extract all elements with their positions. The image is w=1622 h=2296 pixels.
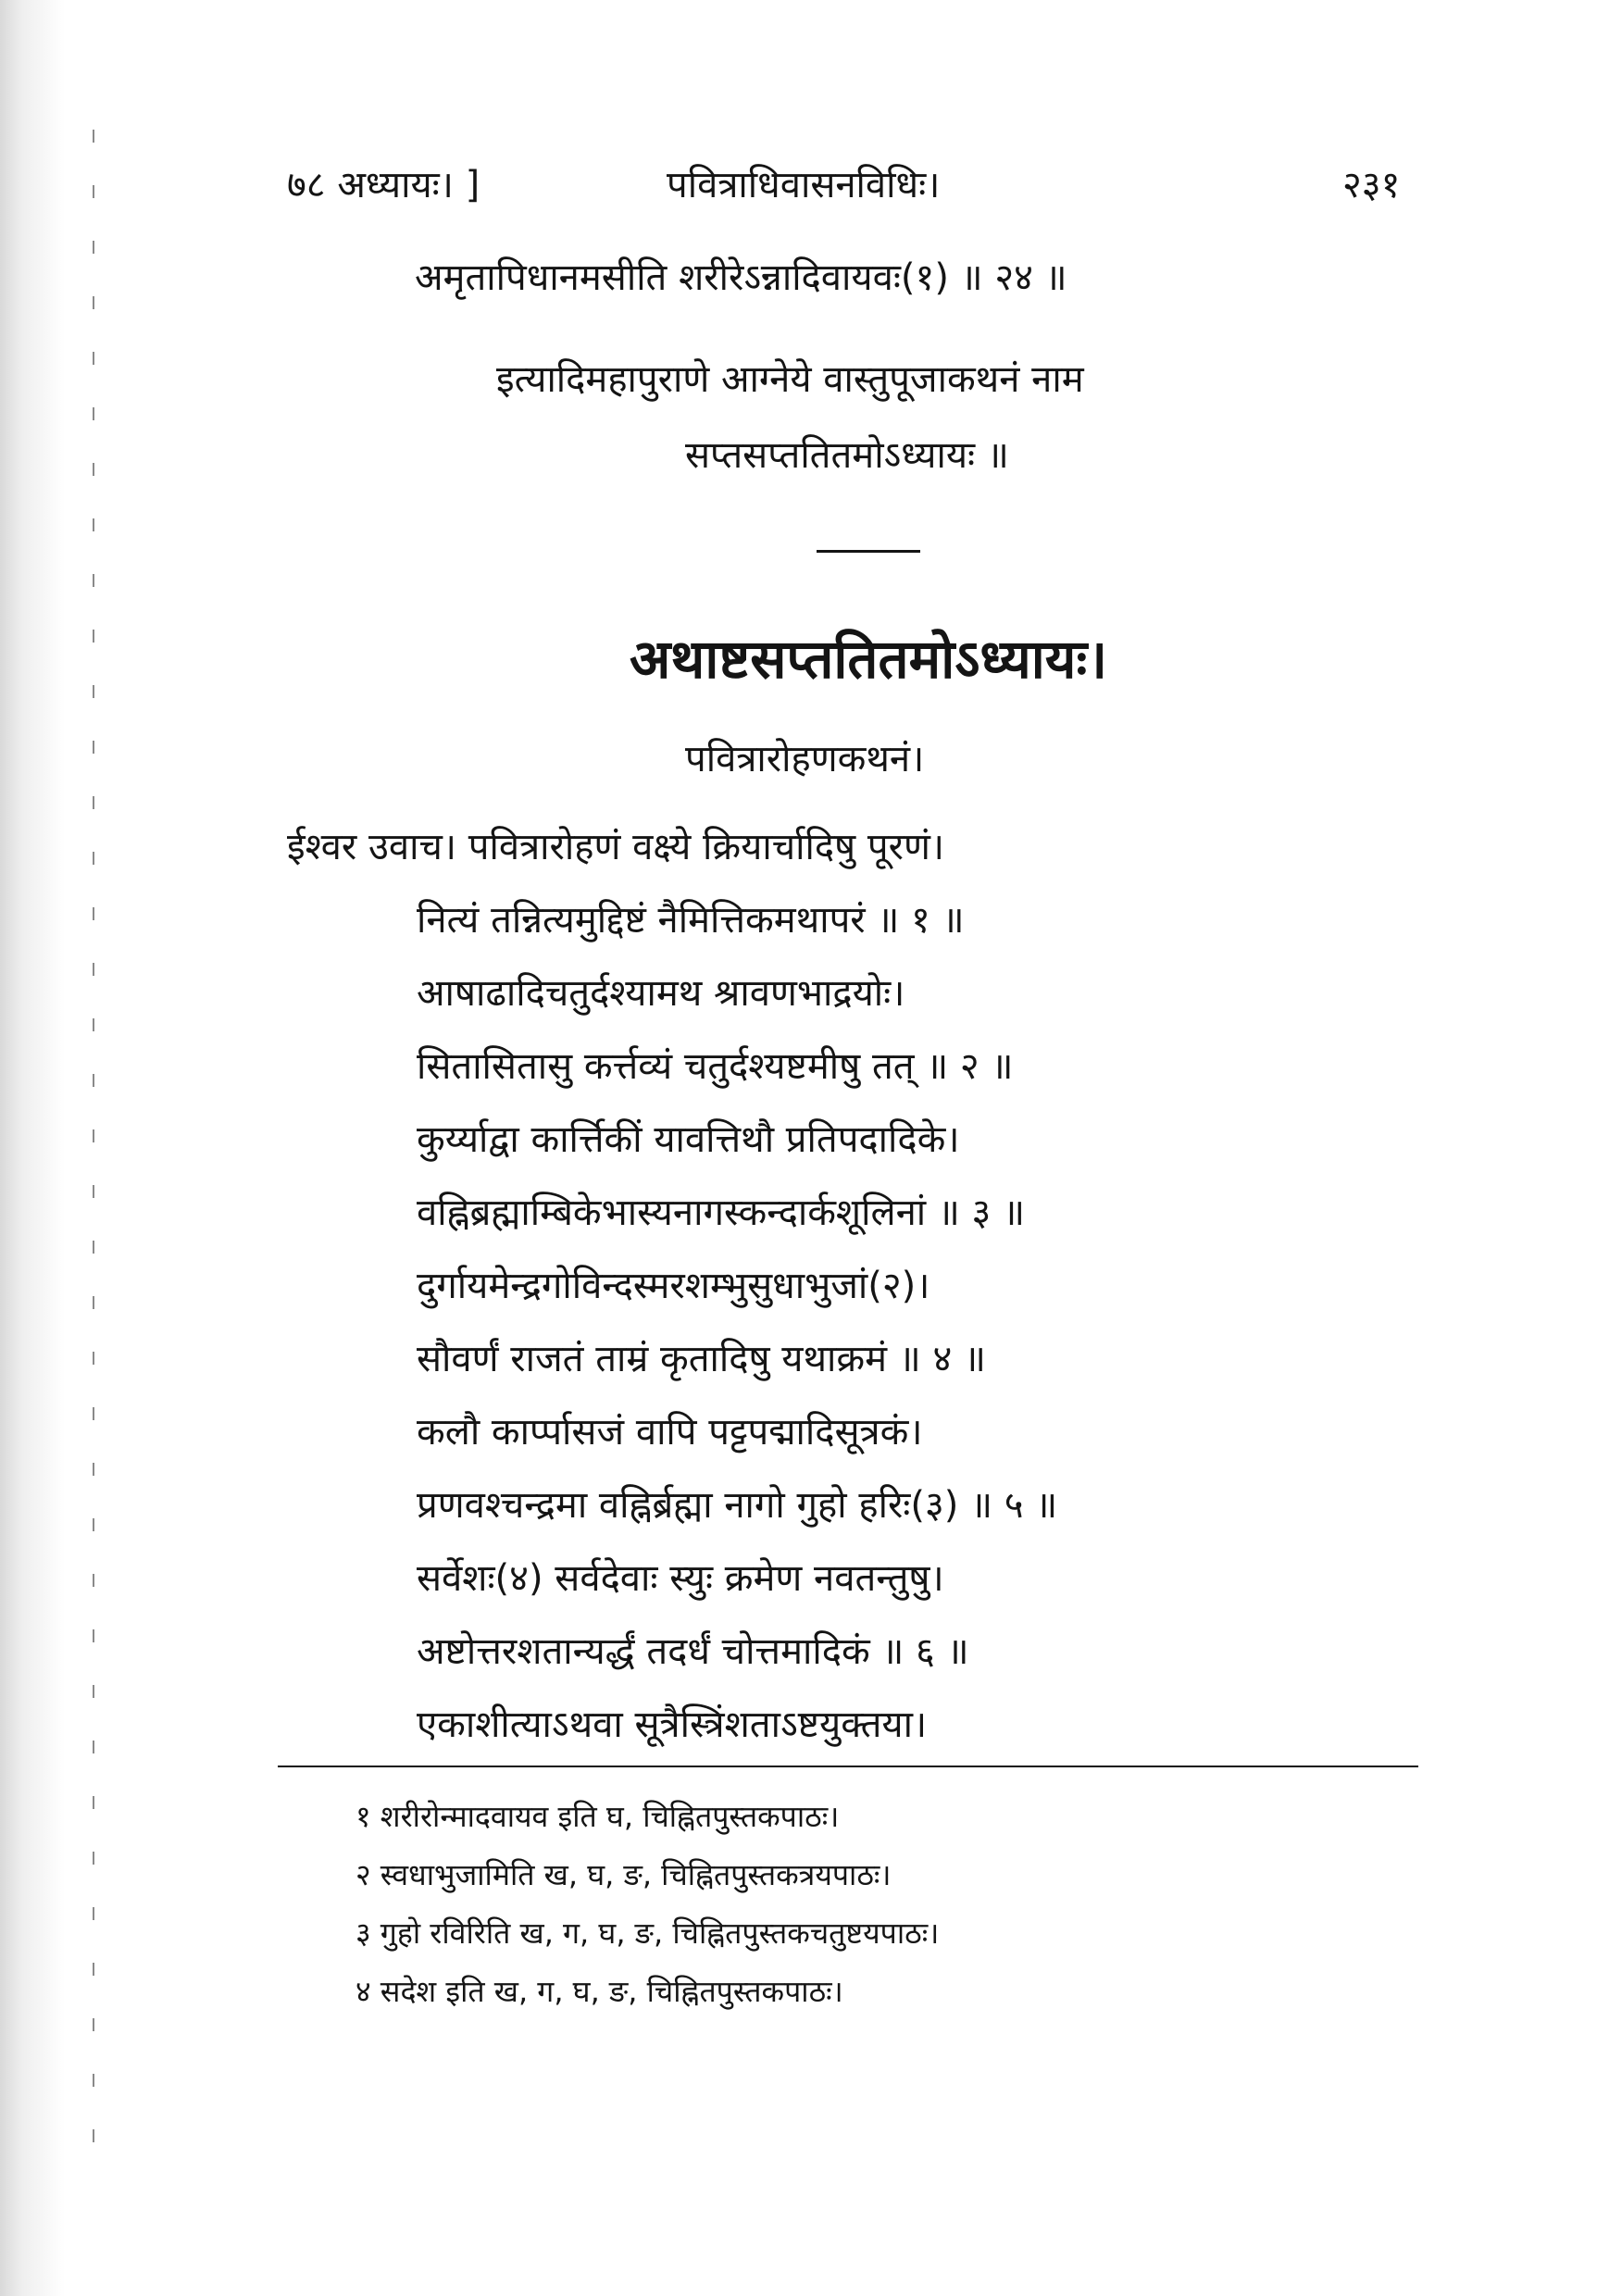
running-header-chapter: ७८ अध्यायः। ] (287, 164, 480, 206)
footnote-3: ३ गुहो रविरिति ख, ग, घ, ङ, चिह्नितपुस्तकचतुष्टयपाठः। (356, 1915, 940, 1951)
colophon-line-1: इत्यादिमहापुराणे आग्नेये वास्तुपूजाकथनं नाम (496, 358, 1084, 401)
verse-line: सर्वेशः(४) सर्वदेवाः स्युः क्रमेण नवतन्तुषु। (417, 1557, 944, 1600)
verse-line: सितासितासु कर्त्तव्यं चतुर्दश्यष्टमीषु तत् ॥ २ ॥ (417, 1045, 1014, 1088)
chapter-subtitle: पवित्रारोहणकथनं। (685, 738, 925, 780)
verse-line: ईश्वर उवाच। पवित्रारोहणं वक्ष्ये क्रियार्चादिषु पूरणं। (287, 826, 945, 868)
section-divider (817, 550, 920, 553)
page-number: २३१ (1342, 164, 1401, 206)
verse-line: कलौ कार्प्पासजं वापि पट्टपद्मादिसूत्रकं। (417, 1411, 923, 1454)
page-scan-edge (0, 0, 65, 2296)
footnote-4: ४ सदेश इति ख, ग, घ, ङ, चिह्नितपुस्तकपाठः। (356, 1974, 843, 2009)
verse-line: प्रणवश्चन्द्रमा वह्निर्ब्रह्मा नागो गुहो हरिः(३) ॥ ५ ॥ (417, 1484, 1058, 1527)
verse-line: अष्टोत्तरशतान्यर्द्धं तदर्धं चोत्तमादिकं ॥ ६ ॥ (417, 1630, 969, 1673)
verse-line: आषाढादिचतुर्दश्यामथ श्रावणभाद्रयोः। (417, 972, 905, 1015)
running-header-title: पवित्राधिवासनविधिः। (667, 164, 941, 206)
chapter-title: अथाष्टसप्ततितमोऽध्यायः। (630, 628, 1108, 691)
verse-line: कुर्य्याद्वा कार्त्तिकीं यावत्तिथौ प्रतिपदादिके। (417, 1118, 960, 1161)
verse-line: वह्निब्रह्माम्बिकेभास्यनागस्कन्दार्कशूलिनां ॥ ३ ॥ (417, 1192, 1026, 1234)
verse-line: एकाशीत्याऽथवा सूत्रैस्त्रिंशताऽष्टयुक्तया। (417, 1703, 928, 1746)
closing-verse: अमृतापिधानमसीति शरीरेऽन्नादिवायवः(१) ॥ २४ ॥ (415, 256, 1067, 299)
binding-dots (93, 130, 94, 2148)
footnote-rule (278, 1766, 1418, 1767)
verse-line: नित्यं तन्नित्यमुद्दिष्टं नैमित्तिकमथापरं ॥ १ ॥ (417, 899, 965, 942)
footnote-1: १ शरीरोन्मादवायव इति घ, चिह्नितपुस्तकपाठः। (356, 1799, 840, 1834)
verse-line: दुर्गायमेन्द्रगोविन्दस्मरशम्भुसुधाभुजां(२)। (417, 1265, 930, 1307)
footnote-2: २ स्वधाभुजामिति ख, घ, ङ, चिह्नितपुस्तकत्रयपाठः। (356, 1857, 892, 1892)
verse-line: सौवर्णं राजतं ताम्रं कृतादिषु यथाक्रमं ॥ ४ ॥ (417, 1338, 986, 1380)
colophon-line-2: सप्तसप्ततितमोऽध्यायः ॥ (685, 434, 1009, 477)
